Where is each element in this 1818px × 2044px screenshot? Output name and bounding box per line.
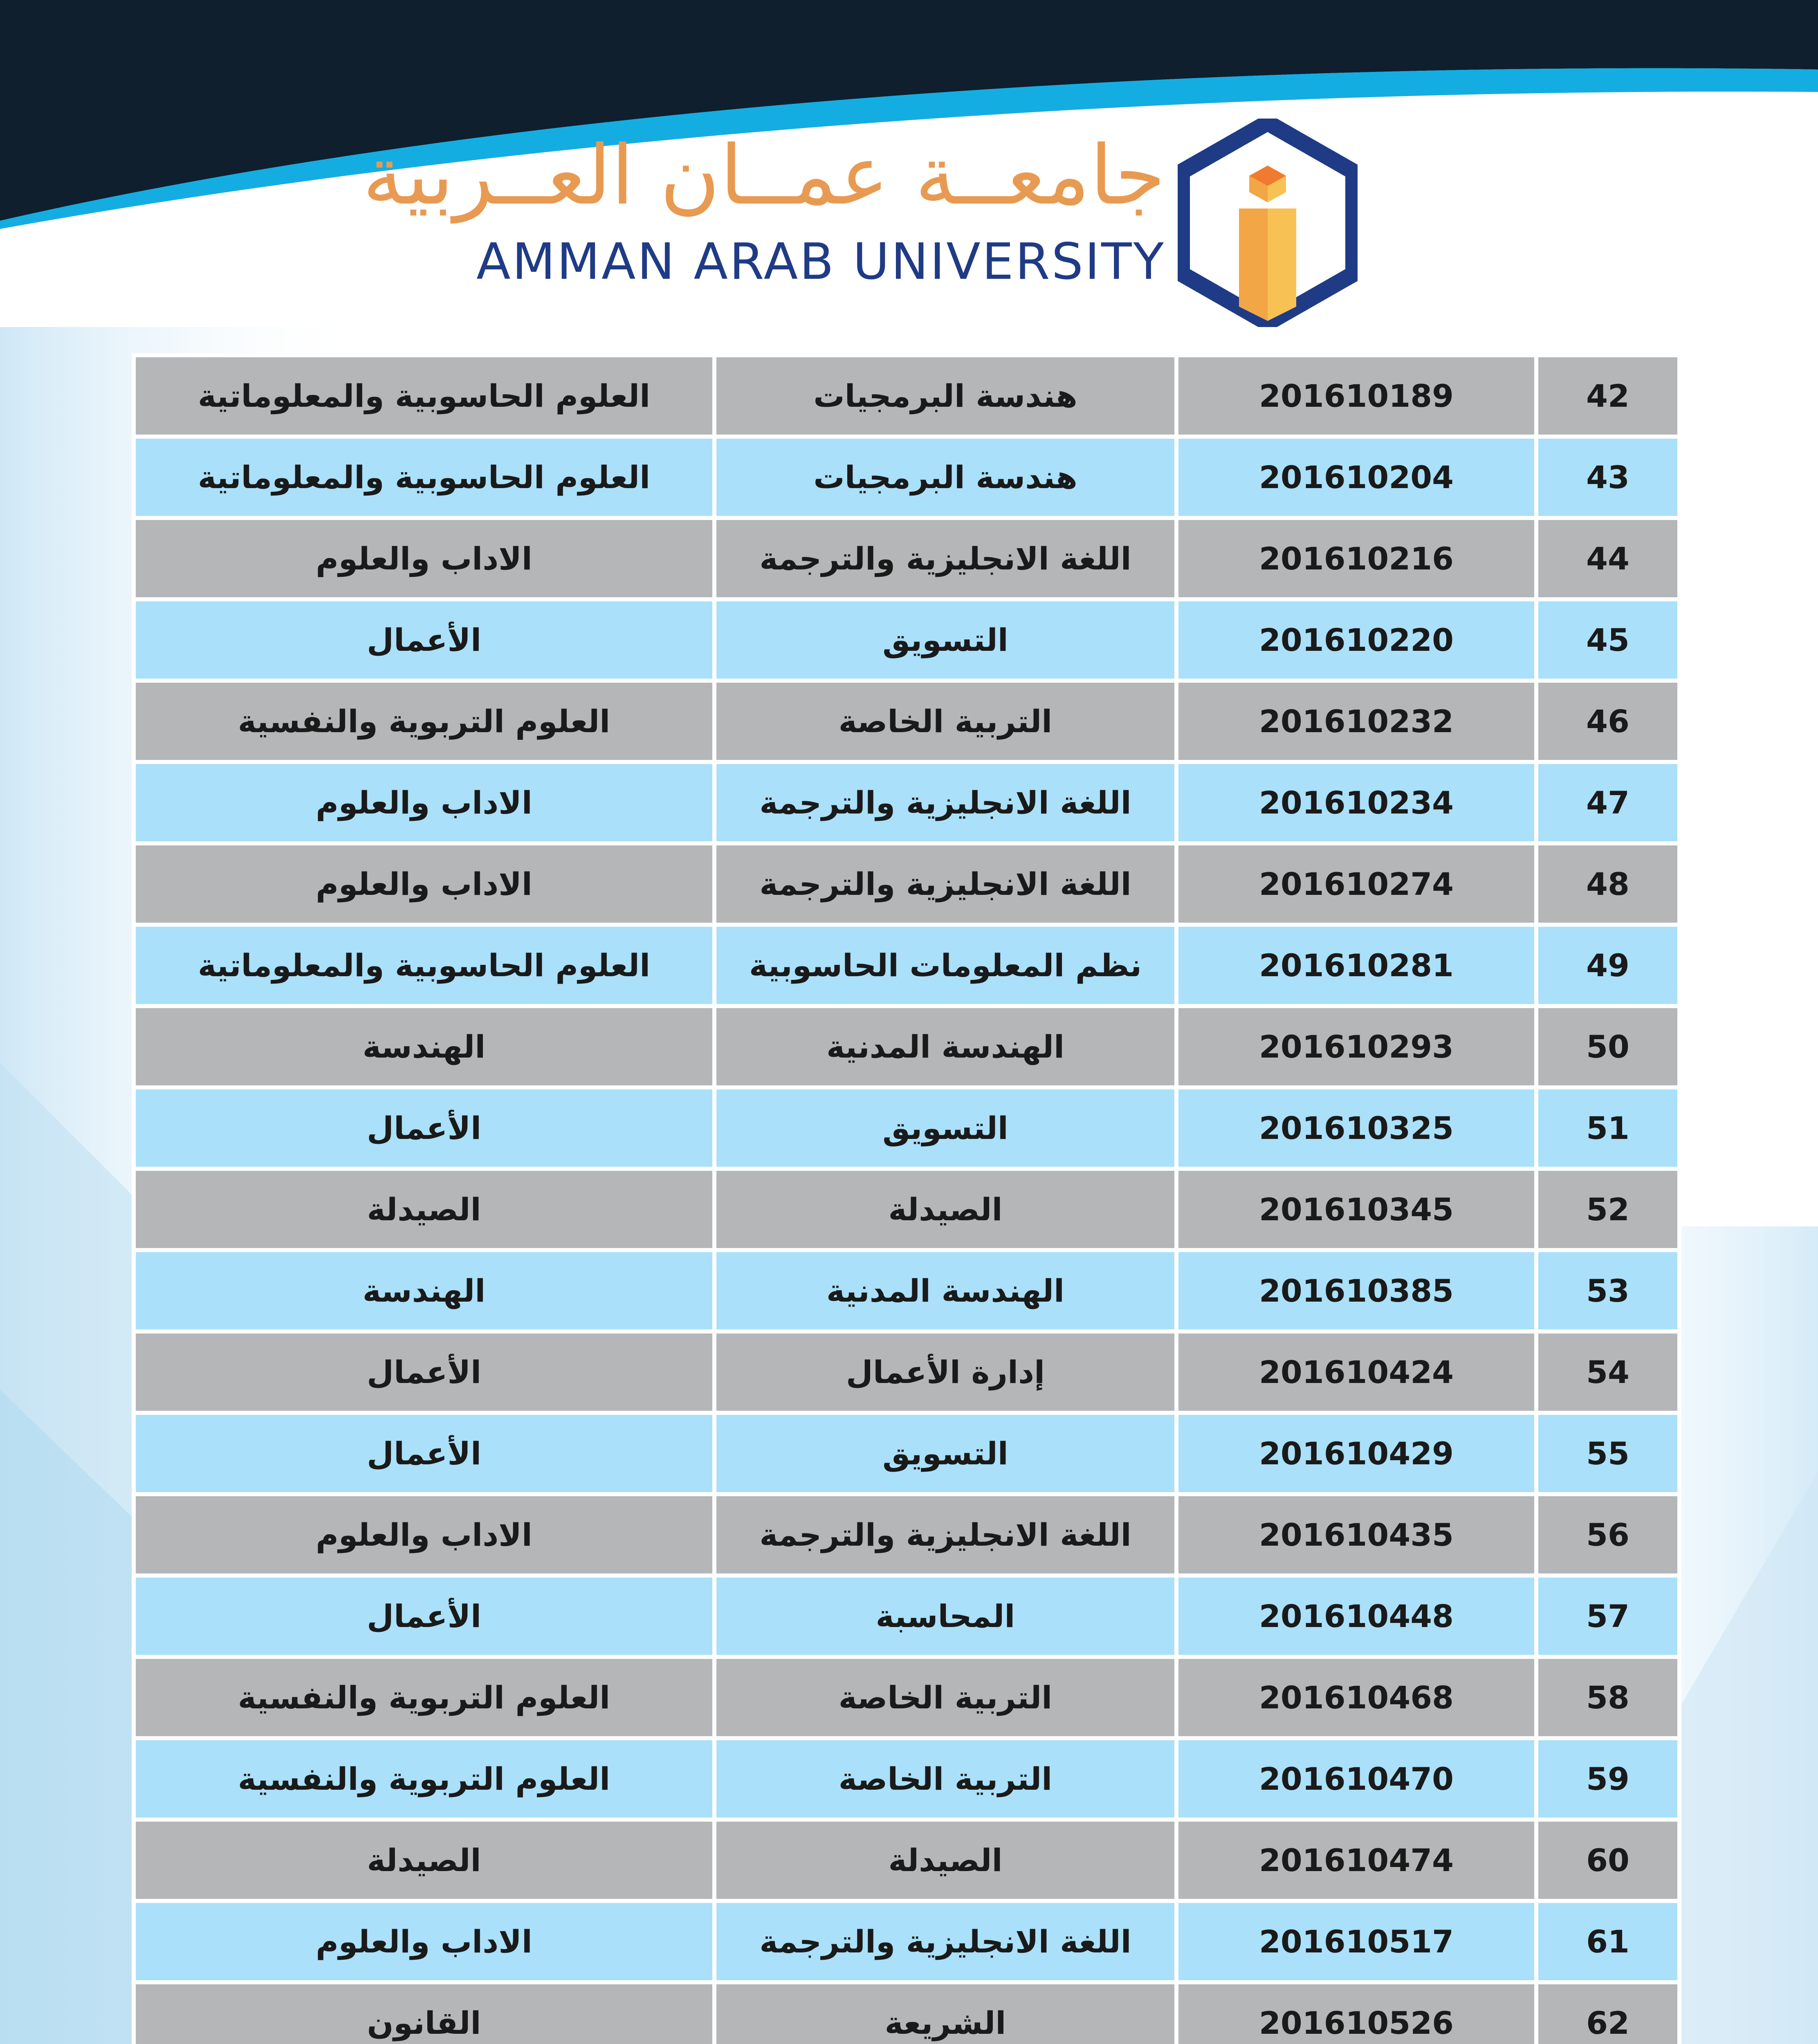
row-number-cell: 59 (1536, 1738, 1679, 1820)
table-body (134, 355, 1679, 2044)
faculty-cell: العلوم الحاسوبية والمعلوماتية (134, 437, 714, 518)
row-number-cell: 49 (1536, 925, 1679, 1006)
student-id-cell: 201610385 (1176, 1250, 1536, 1331)
student-id-cell: 201610234 (1176, 762, 1536, 843)
student-id-cell: 201610220 (1176, 599, 1536, 681)
table-row (134, 681, 1679, 762)
table-row (134, 518, 1679, 599)
university-name-english: AMMAN ARAB UNIVERSITY (476, 233, 1165, 291)
row-number-cell: 58 (1536, 1657, 1679, 1738)
major-cell: الهندسة المدنية (714, 1006, 1176, 1087)
student-id-cell: 201610274 (1176, 843, 1536, 925)
row-number-cell: 53 (1536, 1250, 1679, 1331)
major-cell: التسويق (714, 1413, 1176, 1494)
faculty-cell: الأعمال (134, 1576, 714, 1657)
table-row (134, 1820, 1679, 1901)
student-id-cell: 201610435 (1176, 1494, 1536, 1576)
row-number-cell: 43 (1536, 437, 1679, 518)
student-id-cell: 201610429 (1176, 1413, 1536, 1494)
table-row (134, 599, 1679, 681)
row-number-cell: 50 (1536, 1006, 1679, 1087)
student-id-cell: 201610468 (1176, 1657, 1536, 1738)
table-row (134, 1006, 1679, 1087)
table-row (134, 1901, 1679, 1982)
faculty-cell: الأعمال (134, 599, 714, 681)
faculty-cell: العلوم التربوية والنفسية (134, 681, 714, 762)
faculty-cell: الاداب والعلوم (134, 1901, 714, 1982)
table-row (134, 1169, 1679, 1250)
faculty-cell: العلوم الحاسوبية والمعلوماتية (134, 355, 714, 437)
table-row (134, 1982, 1679, 2044)
faculty-cell: الصيدلة (134, 1820, 714, 1901)
student-id-cell: 201610345 (1176, 1169, 1536, 1250)
table-row (134, 1576, 1679, 1657)
table-row (134, 1087, 1679, 1169)
row-number-cell: 61 (1536, 1901, 1679, 1982)
university-name-arabic: جامعــة عمــان العــربية (362, 128, 1165, 223)
major-cell: الهندسة المدنية (714, 1250, 1176, 1331)
major-cell: التسويق (714, 1087, 1176, 1169)
row-number-cell: 46 (1536, 681, 1679, 762)
row-number-cell: 62 (1536, 1982, 1679, 2044)
major-cell: التسويق (714, 599, 1176, 681)
faculty-cell: الاداب والعلوم (134, 518, 714, 599)
row-number-cell: 54 (1536, 1331, 1679, 1413)
faculty-cell: الصيدلة (134, 1169, 714, 1250)
student-id-cell: 201610216 (1176, 518, 1536, 599)
student-id-cell: 201610204 (1176, 437, 1536, 518)
student-id-cell: 201610232 (1176, 681, 1536, 762)
students-table (132, 353, 1677, 2044)
faculty-cell: الهندسة (134, 1006, 714, 1087)
student-id-cell: 201610424 (1176, 1331, 1536, 1413)
row-number-cell: 45 (1536, 599, 1679, 681)
faculty-cell: الاداب والعلوم (134, 762, 714, 843)
table-row (134, 1413, 1679, 1494)
row-number-cell: 47 (1536, 762, 1679, 843)
major-cell: التربية الخاصة (714, 1657, 1176, 1738)
major-cell: الشريعة (714, 1982, 1176, 2044)
table-row (134, 925, 1679, 1006)
faculty-cell: العلوم التربوية والنفسية (134, 1657, 714, 1738)
table-row (134, 355, 1679, 437)
student-id-cell: 201610325 (1176, 1087, 1536, 1169)
row-number-cell: 57 (1536, 1576, 1679, 1657)
major-cell: اللغة الانجليزية والترجمة (714, 843, 1176, 925)
table-row (134, 1657, 1679, 1738)
row-number-cell: 48 (1536, 843, 1679, 925)
table-row (134, 1250, 1679, 1331)
faculty-cell: الاداب والعلوم (134, 843, 714, 925)
major-cell: التربية الخاصة (714, 681, 1176, 762)
row-number-cell: 56 (1536, 1494, 1679, 1576)
student-id-cell: 201610526 (1176, 1982, 1536, 2044)
major-cell: التربية الخاصة (714, 1738, 1176, 1820)
table-row (134, 1494, 1679, 1576)
row-number-cell: 55 (1536, 1413, 1679, 1494)
major-cell: الصيدلة (714, 1169, 1176, 1250)
student-id-cell: 201610448 (1176, 1576, 1536, 1657)
major-cell: هندسة البرمجيات (714, 437, 1176, 518)
faculty-cell: الهندسة (134, 1250, 714, 1331)
major-cell: اللغة الانجليزية والترجمة (714, 1494, 1176, 1576)
student-id-cell: 201610470 (1176, 1738, 1536, 1820)
table-row (134, 762, 1679, 843)
university-emblem-icon (1178, 119, 1358, 327)
major-cell: المحاسبة (714, 1576, 1176, 1657)
row-number-cell: 52 (1536, 1169, 1679, 1250)
faculty-cell: العلوم الحاسوبية والمعلوماتية (134, 925, 714, 1006)
student-id-cell: 201610517 (1176, 1901, 1536, 1982)
major-cell: اللغة الانجليزية والترجمة (714, 1901, 1176, 1982)
table-row (134, 843, 1679, 925)
student-id-cell: 201610293 (1176, 1006, 1536, 1087)
row-number-cell: 42 (1536, 355, 1679, 437)
table-row (134, 1331, 1679, 1413)
student-id-cell: 201610474 (1176, 1820, 1536, 1901)
faculty-cell: الأعمال (134, 1087, 714, 1169)
row-number-cell: 51 (1536, 1087, 1679, 1169)
row-number-cell: 60 (1536, 1820, 1679, 1901)
row-number-cell: 44 (1536, 518, 1679, 599)
faculty-cell: العلوم التربوية والنفسية (134, 1738, 714, 1820)
student-id-cell: 201610189 (1176, 355, 1536, 437)
student-id-cell: 201610281 (1176, 925, 1536, 1006)
table-row (134, 1738, 1679, 1820)
major-cell: هندسة البرمجيات (714, 355, 1176, 437)
faculty-cell: الأعمال (134, 1413, 714, 1494)
major-cell: إدارة الأعمال (714, 1331, 1176, 1413)
major-cell: اللغة الانجليزية والترجمة (714, 518, 1176, 599)
major-cell: نظم المعلومات الحاسوبية (714, 925, 1176, 1006)
major-cell: الصيدلة (714, 1820, 1176, 1901)
faculty-cell: القانون (134, 1982, 714, 2044)
table-row (134, 437, 1679, 518)
faculty-cell: الاداب والعلوم (134, 1494, 714, 1576)
major-cell: اللغة الانجليزية والترجمة (714, 762, 1176, 843)
faculty-cell: الأعمال (134, 1331, 714, 1413)
